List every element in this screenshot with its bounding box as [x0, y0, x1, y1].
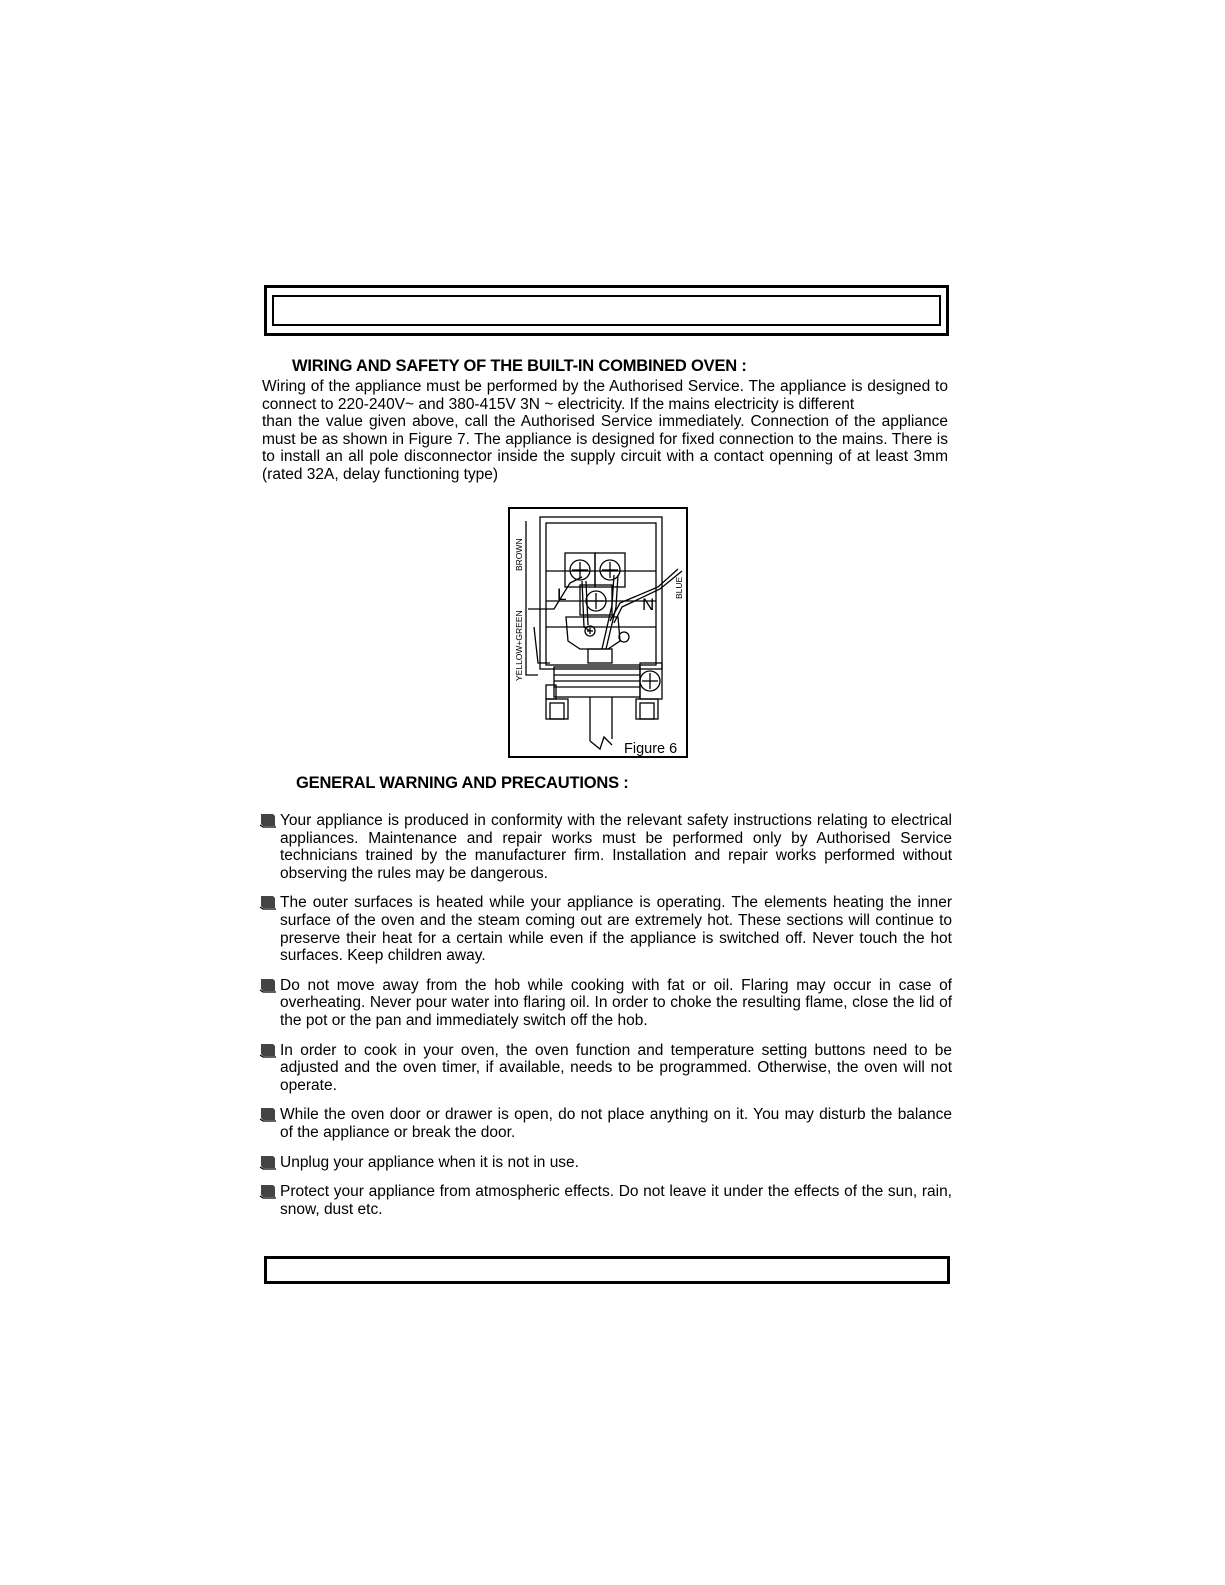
blue-wire-label: BLUE	[674, 576, 684, 599]
brown-wire-label: BROWN	[514, 538, 524, 571]
list-item	[258, 1154, 952, 1172]
terminal-block-diagram	[510, 509, 686, 756]
header-frame-inner	[272, 295, 941, 326]
general-heading: GENERAL WARNING AND PRECAUTIONS :	[296, 774, 629, 792]
terminal-l-label: L	[557, 585, 567, 604]
list-item-text: In order to cook in your oven, the oven function and temperature setting buttons need to be adjusted and the oven timer, if available, needs to be programmed. Otherwise, the oven will not operate.	[280, 1041, 952, 1094]
book-bullet-icon	[259, 1043, 277, 1058]
book-bullet-icon	[259, 813, 277, 828]
list-item-text: Do not move away from the hob while cooking with fat or oil. Flaring may occur in case of overheating. Never pour water into flaring oil. In order to choke the resulting flame, close the lid of the pot or the pan and immediately switch off the hob.	[280, 976, 952, 1029]
figure-caption: Figure 6	[624, 741, 678, 756]
list-item	[258, 1183, 952, 1218]
footer-frame	[264, 1256, 950, 1284]
wiring-paragraph-2: than the value given above, call the Authorised Service immediately. Connection of the appliance must be as shown in Figure 7. The appliance is designed for fixed connection to the mains. There is to install an all pole disconnector inside the supply circuit with a contact openning of at least 3mm (rated 32A, delay functioning type)	[262, 413, 948, 483]
book-bullet-icon	[259, 1107, 277, 1122]
wiring-text	[262, 378, 948, 483]
list-item-text: Unplug your appliance when it is not in use.	[280, 1153, 579, 1171]
list-item	[258, 977, 952, 1030]
list-item-text: Protect your appliance from atmospheric effects. Do not leave it under the effects of the sun, rain, snow, dust etc.	[280, 1183, 952, 1218]
wiring-figure	[508, 507, 688, 758]
list-item	[258, 812, 952, 882]
precautions-list	[258, 812, 952, 1218]
wiring-heading: WIRING AND SAFETY OF THE BUILT-IN COMBINED OVEN :	[292, 357, 747, 375]
yellow-green-wire-label: YELLOW+GREEN	[514, 610, 524, 681]
list-item	[258, 1106, 952, 1141]
terminal-n-label: N	[642, 595, 655, 614]
book-bullet-icon	[259, 978, 277, 993]
list-item	[258, 894, 952, 964]
wiring-paragraph-1: Wiring of the appliance must be performed by the Authorised Service. The appliance is designed to connect to 220-240V~ and 380-415V 3N ~ electricity. If the mains electricity is different	[262, 378, 948, 413]
list-item-text: While the oven door or drawer is open, do not place anything on it. You may disturb the balance of the appliance or break the door.	[280, 1106, 952, 1141]
header-frame	[264, 285, 949, 336]
book-bullet-icon	[259, 1184, 277, 1199]
list-item	[258, 1042, 952, 1095]
book-bullet-icon	[259, 1155, 277, 1170]
book-bullet-icon	[259, 895, 277, 910]
list-item-text: Your appliance is produced in conformity with the relevant safety instructions relating to electrical appliances. Maintenance and repair works must be performed only by Authorised Service technicians trained by the manufacturer firm. Installation and repair works performed without observing the rules may be dangerous.	[280, 812, 952, 882]
list-item-text: The outer surfaces is heated while your appliance is operating. The elements heating the inner surface of the oven and the steam coming out are extremely hot. These sections will continue to preserve their heat for a certain while even if the appliance is switched off. Never touch the hot surfaces. Keep children away.	[280, 894, 952, 965]
cable-clamp	[554, 667, 640, 697]
